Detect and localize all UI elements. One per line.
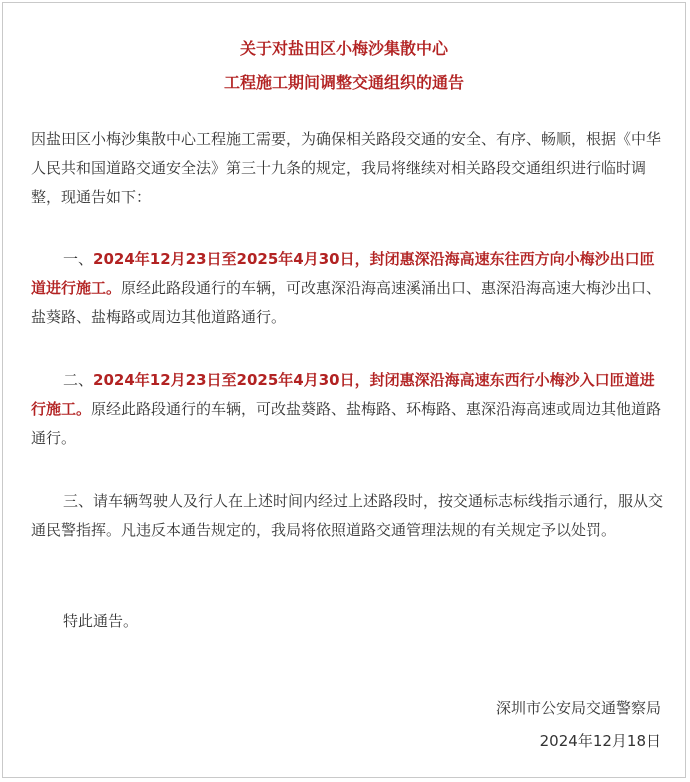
item-2-prefix: 二、	[63, 371, 94, 389]
notice-title	[3, 32, 685, 100]
item-1-highlight: 2024年12月23日至2025年4月30日，封闭惠深沿海高速东往西方向小梅沙出口匝道进行施工。	[31, 250, 655, 297]
title-line-1: 关于对盐田区小梅沙集散中心	[239, 39, 448, 58]
item-1-prefix: 一、	[63, 250, 94, 268]
intro-paragraph: 因盐田区小梅沙集散中心工程施工需要，为确保相关路段交通的安全、有序、畅顺，根据《中华人民共和国道路交通安全法》第三十九条的规定，我局将继续对相关路段交通组织进行临时调整，现通告如下：	[31, 130, 662, 206]
issuer-name: 深圳市公安局交通警察局	[495, 699, 661, 717]
item-3-paragraph: 三、请车辆驾驶人及行人在上述时间内经过上述路段时，按交通标志标线指示通行，服从交通民警指挥。凡违反本通告规定的，我局将依照道路交通管理法规的有关规定予以处罚。	[31, 492, 664, 539]
item-1-paragraph	[31, 245, 667, 332]
notice-frame	[2, 2, 686, 778]
notice-date: 2024年12月18日	[539, 732, 661, 750]
title-line-2: 工程施工期间调整交通组织的通告	[223, 73, 464, 92]
closing-text: 特此通告。	[63, 612, 139, 630]
item-2-paragraph	[31, 366, 667, 453]
item-1-text: 原经此路段通行的车辆，可改惠深沿海高速溪涌出口、惠深沿海高速大梅沙出口、盐葵路、盐梅路或周边其他道路通行。	[31, 279, 662, 326]
item-2-text: 原经此路段通行的车辆，可改盐葵路、盐梅路、环梅路、惠深沿海高速或周边其他道路通行。	[31, 400, 662, 447]
item-2-highlight: 2024年12月23日至2025年4月30日，封闭惠深沿海高速东西行小梅沙入口匝道进行施工。	[31, 371, 655, 418]
